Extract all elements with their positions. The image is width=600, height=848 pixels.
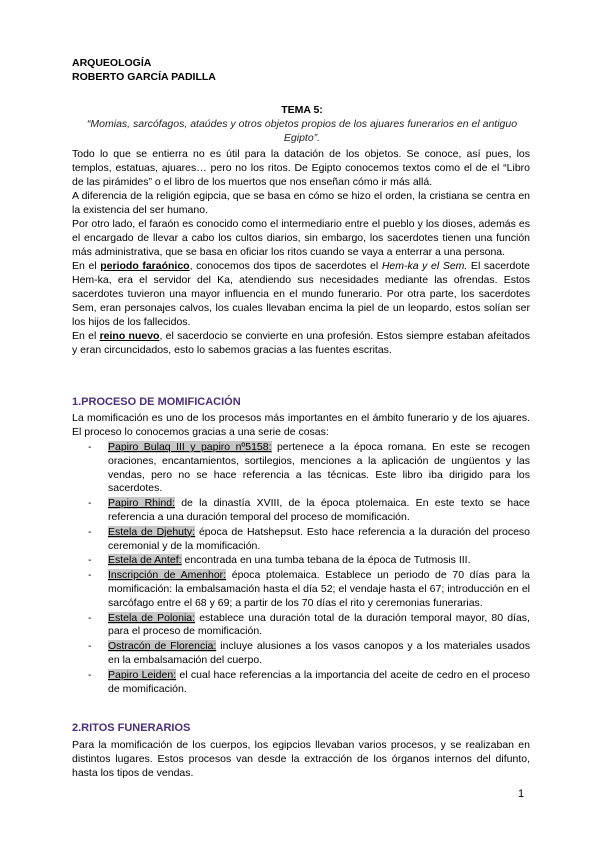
text-run: , conocemos dos tipos de sacerdotes el xyxy=(189,260,382,272)
source-term: Estela de Polonia: xyxy=(108,611,196,624)
section-heading-momificacion: 1.PROCESO DE MOMIFICACIÓN xyxy=(72,396,241,408)
source-term: Papiro Bulaq III y papiro nº5158: xyxy=(108,441,272,453)
source-term: Papiro Rhind: xyxy=(108,497,175,510)
paragraph: A diferencia de la religión egipcia, que se basa en cómo se hizo el orden, la cristiana se centra en la existencia del ser humano. xyxy=(72,190,530,216)
list-item xyxy=(72,640,530,668)
bullet-dash: - xyxy=(88,497,92,510)
list-item xyxy=(72,669,530,697)
bullet-dash: - xyxy=(88,640,92,653)
term-reino-nuevo: reino nuevo xyxy=(99,330,160,342)
sources-list xyxy=(72,441,530,697)
paragraph xyxy=(72,259,530,329)
list-item xyxy=(72,554,530,568)
source-desc: establece una duración total de la duración temporal mayor, 80 días, para el proceso de momificación. xyxy=(108,611,530,638)
section1-text: La momificación es uno de los procesos más importantes en el ámbito funerario y de los ajuares. El proceso lo conocemos gracias a una serie de cosas: xyxy=(72,412,530,438)
source-term: Papiro Leiden: xyxy=(108,668,177,681)
source-desc: época ptolemaica. Establece un periodo de 70 días para la momificación: la embalsamación hasta el día 52; el vendaje hasta el 67; introducción en el sarcófago entre el 68 y 69; a partir de los 70 días el rito y ceremonias funerarias. xyxy=(108,569,530,609)
bullet-dash: - xyxy=(88,441,92,453)
source-desc: el cual hace referencias a la importancia del aceite de cedro en el proceso de momificación. xyxy=(108,668,530,695)
bullet-dash: - xyxy=(88,668,92,681)
author-name: ROBERTO GARCÍA PADILLA xyxy=(72,71,216,83)
italic-term: Hem-ka y el Sem. xyxy=(381,260,468,272)
intro-text xyxy=(72,147,530,357)
page-title: TEMA 5: xyxy=(281,104,323,116)
paragraph: Por otro lado, el faraón es conocido como el intermediario entre el pueblo y los dioses, además es el encargado de llevar a cabo los cultos diarios, sin embargo, los sacerdotes tienen una función más administrativa, que se basa en oficiar los ritos cuando se vaya a enterrar a una persona. xyxy=(72,218,530,258)
text-run: El sacerdote Hem-ka, era el servidor del Ka, atendiendo sus necesidades mediante las ofrendas. Estos sacerdotes tuvieron una mayor influencia en el mundo funerario. Por otra parte, los sacerdotes Sem, eran personajes calvos, los cuales llevaban encima la piel de un leopardo, estos solían ser los hijos de los fallecidos. xyxy=(72,260,530,328)
text-run: , el sacerdocio se convierte en una profesión. Estos siempre estaban afeitados y eran circuncidados, esto lo sabemos gracias a las fuentes escritas. xyxy=(72,330,530,356)
source-term: Inscripción de Amenhor: xyxy=(108,569,227,582)
source-term: Ostracón de Florencia: xyxy=(108,640,217,653)
course-title: ARQUEOLOGÍA xyxy=(72,57,152,69)
paragraph xyxy=(72,329,530,357)
list-item xyxy=(72,497,530,525)
text-run: En el xyxy=(72,260,101,272)
list-item xyxy=(72,526,530,554)
bullet-dash: - xyxy=(88,569,92,582)
section2-text: Para la momificación de los cuerpos, los egipcios llevaban varios procesos, y se realizaban en distintos lugares. Estos procesos van desde la extracción de los órganos internos del difunto, hasta los tipos de vendas. xyxy=(72,739,530,779)
source-desc: pertenece a la época romana. En este se recogen oraciones, encantamientos, sortilegios, menciones a la aplicación de ungüentos y las vendas, pero no se hace referencia a las técnicas. Este libro iba dirigido para los sacerdotes. xyxy=(108,441,531,495)
list-item xyxy=(72,441,530,496)
source-desc: época de Hatshepsut. Esto hace referencia a la duración del proceso ceremonial y de la momificación. xyxy=(108,525,530,552)
source-desc: de la dinastía XVIII, de la época ptolemaica. En este texto se hace referencia a una duración temporal del proceso de momificación. xyxy=(108,497,531,523)
bullet-dash: - xyxy=(88,554,92,567)
paragraph: Todo lo que se entierra no es útil para la datación de los objetos. Se conoce, así pues, los templos, estatuas, ajuares… pero no los ritos. De Egipto conocemos textos como el de el “Libro de las pirámides” o el libro de los muertos que nos enseñan cómo ir más allá. xyxy=(72,148,530,188)
page-number: 1 xyxy=(518,788,525,800)
source-desc: encontrada en una tumba tebana de la época de Tutmosis III. xyxy=(181,554,471,567)
source-term: Estela de Antef: xyxy=(108,554,182,567)
bullet-dash: - xyxy=(88,611,92,624)
page-subtitle: “Momias, sarcófagos, ataúdes y otros objetos propios de los ajuares funerarios en el antiguo Egipto”. xyxy=(86,118,518,144)
term-periodo-faraonico: periodo faraónico xyxy=(100,260,190,272)
section-heading-ritos: 2.RITOS FUNERARIOS xyxy=(72,722,191,734)
list-item xyxy=(72,569,530,610)
source-desc: incluye alusiones a los vasos canopos y a los materiales usados en la embalsamación del cuerpo. xyxy=(108,640,530,666)
text-run: En el xyxy=(72,330,100,342)
source-term: Estela de Djehuty: xyxy=(108,525,196,538)
list-item xyxy=(72,612,530,640)
bullet-dash: - xyxy=(88,525,92,538)
